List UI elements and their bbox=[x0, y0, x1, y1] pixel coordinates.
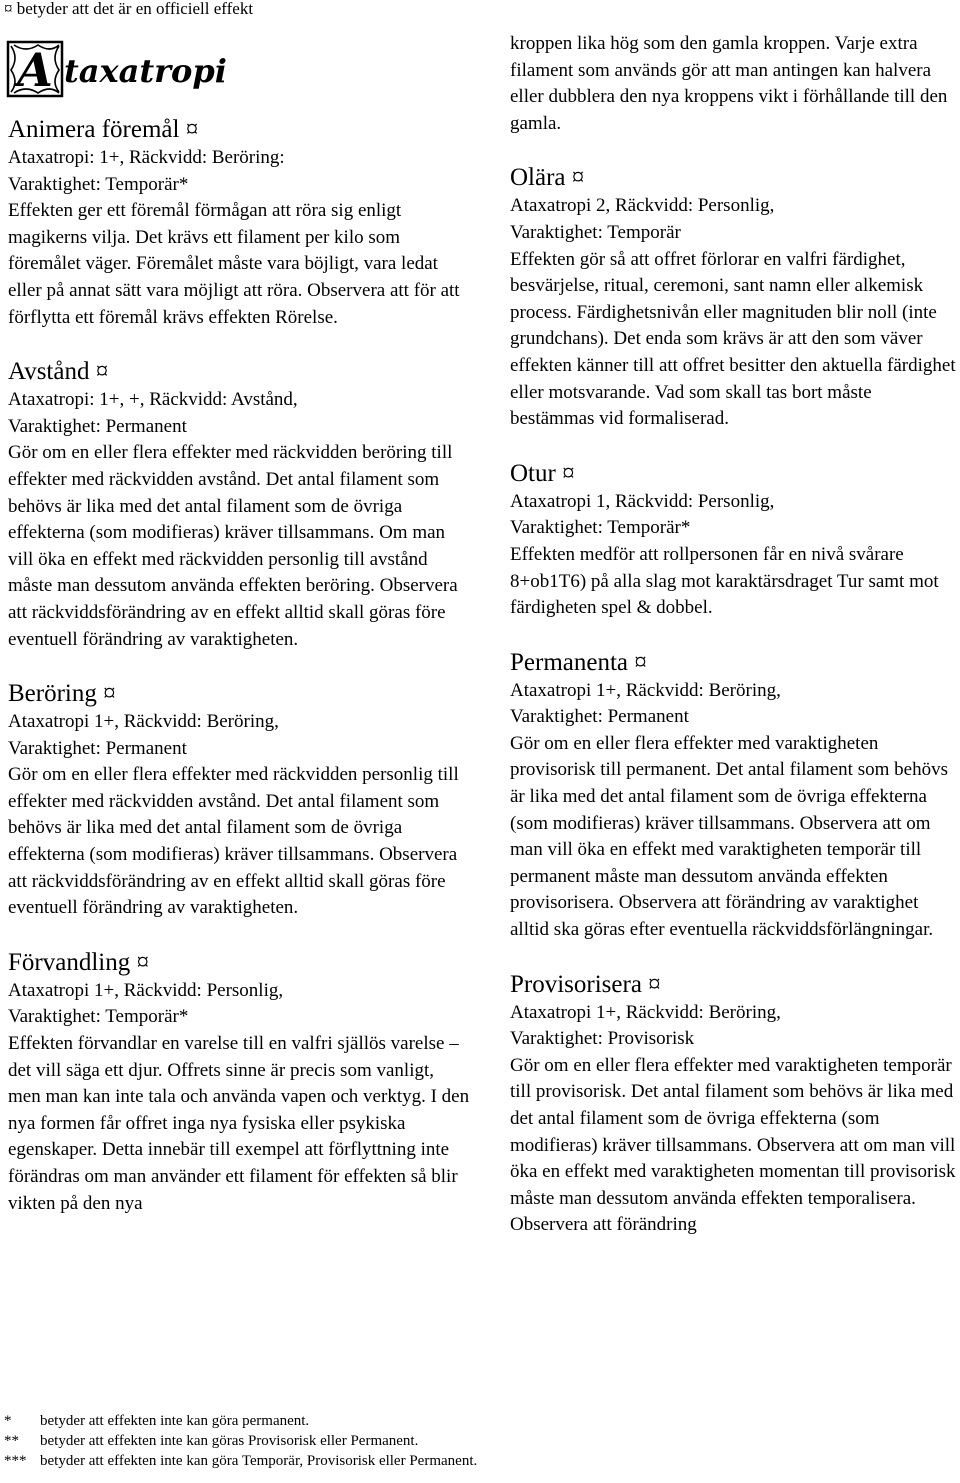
effect-description: Gör om en eller flera effekter med varaktigheten provisorisk till permanent. Det antal filament som behövs är lika med det antal filament som de övriga effekterna (som modifieras) kräver tillsammans. Observera att om man vill öka en effekt med varaktigheten temporär till permanent måste man dessutom använda effekten provisorisera. Observera att förändring av varaktighet alltid ska göras efter eventuella räckviddsförlängningar. bbox=[510, 732, 948, 941]
effect-duration: Varaktighet: Permanent bbox=[8, 737, 187, 759]
footnotes bbox=[4, 1411, 954, 1471]
effect-duration: Varaktighet: Permanent bbox=[510, 706, 689, 728]
effect-duration: Varaktighet: Permanent bbox=[8, 415, 187, 437]
effect-stats: Ataxatropi 1+, Räckvidd: Beröring, bbox=[510, 1001, 781, 1023]
effect-description: Gör om en eller flera effekter med räckvidden beröring till effekter med räckvidden avstånd. Det antal filament som behövs är lika med det antal filament som de övriga effekterna (som modifieras) kräver tillsammans. Om man vill öka en effekt med räckvidden personlig till avstånd måste man dessutom använda effekten beröring. Observera att räckviddsförändring av en effekt alltid skall göras före eventuell förändring av varaktigheten. bbox=[8, 442, 458, 650]
effect-title: Olära ¤ bbox=[510, 164, 585, 192]
effect-title: Beröring ¤ bbox=[8, 680, 116, 708]
effect-stats: Ataxatropi 2, Räckvidd: Personlig, bbox=[510, 195, 775, 217]
effect-stats: Ataxatropi 1+, Räckvidd: Beröring, bbox=[510, 679, 781, 701]
effect-stats: Ataxatropi 1, Räckvidd: Personlig, bbox=[510, 490, 775, 512]
footnote-text: betyder att effekten inte kan göra Temporär, Provisorisk eller Permanent. bbox=[40, 1453, 478, 1469]
logo-graphic bbox=[2, 38, 230, 100]
effect-title: Avstånd ¤ bbox=[8, 358, 109, 386]
effect-stats: Ataxatropi 1+, Räckvidd: Personlig, bbox=[8, 979, 284, 1001]
effect-entry bbox=[8, 679, 470, 922]
footnote-mark: * bbox=[4, 1413, 12, 1429]
effect-duration: Varaktighet: Temporär* bbox=[510, 517, 691, 539]
effect-duration: Varaktighet: Provisorisk bbox=[510, 1028, 695, 1050]
continued-text bbox=[510, 31, 960, 137]
effect-description: Gör om en eller flera effekter med varaktigheten temporär till provisorisk. Det antal filament som behövs är lika med det antal filament som de övriga effekterna (som modifieras) kräver tillsammans. Observera att om man vill öka en effekt med varaktigheten momentan till provisorisk måste man dessutom använda effekten temporalisera. Observera att förändring bbox=[510, 1054, 956, 1236]
effect-entry bbox=[8, 948, 470, 1217]
effect-entry bbox=[510, 459, 960, 622]
ataxatropi-logo bbox=[2, 38, 230, 100]
footnote-mark: ** bbox=[4, 1433, 19, 1449]
effect-title: Förvandling ¤ bbox=[8, 948, 149, 976]
continued-description: kroppen lika hög som den gamla kroppen. Varje extra filament som används gör att man antingen kan halvera eller dubblera den nya kroppens vikt i förhållande till den gamla. bbox=[510, 33, 948, 134]
effect-description: Effekten medför att rollpersonen får en nivå svårare 8+ob1T6) på alla slag mot karaktärsdraget Tur samt mot färdigheten spel & dobbel. bbox=[510, 543, 939, 619]
legend-note: ¤ betyder att det är en officiell effekt bbox=[4, 0, 254, 18]
effect-duration: Varaktighet: Temporär* bbox=[8, 173, 189, 195]
effect-entry bbox=[510, 970, 960, 1239]
effect-description: Effekten ger ett föremål förmågan att röra sig enligt magikerns vilja. Det krävs ett filament per kilo som föremålet väger. Föremålet måste vara böjligt, vara ledat eller på annat sätt vara möjligt att röra. Observera att för att förflytta ett föremål krävs effekten Rörelse. bbox=[8, 200, 460, 328]
effect-stats: Ataxatropi: 1+, +, Räckvidd: Avstånd, bbox=[8, 389, 298, 411]
effect-title: Permanenta ¤ bbox=[510, 648, 647, 676]
effect-title: Animera föremål ¤ bbox=[8, 116, 199, 143]
effect-duration: Varaktighet: Temporär bbox=[510, 221, 681, 243]
footnote-text: betyder att effekten inte kan göra permanent. bbox=[40, 1413, 310, 1429]
footnote-mark: *** bbox=[4, 1453, 27, 1469]
effect-description: Gör om en eller flera effekter med räckvidden personlig till effekter med räckvidden avstånd. Det antal filament som behövs är lika med det antal filament som de övriga effekterna (som modifieras) kräver tillsammans. Observera att räckviddsförändring av en effekt alltid skall göras före eventuell förändring av varaktigheten. bbox=[8, 764, 459, 919]
effect-stats: Ataxatropi 1+, Räckvidd: Beröring, bbox=[8, 711, 279, 733]
effect-entry bbox=[510, 163, 960, 432]
effect-duration: Varaktighet: Temporär* bbox=[8, 1006, 189, 1028]
logo-rest-letters: taxatropi bbox=[64, 52, 227, 90]
effect-entry bbox=[510, 648, 960, 944]
effect-stats: Ataxatropi: 1+, Räckvidd: Beröring: bbox=[8, 147, 285, 168]
footnote bbox=[4, 1411, 954, 1431]
effect-title: Provisorisera ¤ bbox=[510, 970, 661, 998]
footnote-text: betyder att effekten inte kan göras Provisorisk eller Permanent. bbox=[40, 1433, 419, 1449]
footnote bbox=[4, 1431, 954, 1451]
effect-entry bbox=[8, 357, 470, 653]
left-column bbox=[8, 115, 470, 1243]
effect-title: Otur ¤ bbox=[510, 459, 575, 487]
logo-initial-letter: A bbox=[17, 43, 53, 97]
right-column bbox=[510, 31, 960, 1265]
effect-description: Effekten förvandlar en varelse till en valfri själlös varelse – det vill säga ett djur. Offrets sinne är precis som vanligt, men man kan inte tala och använda vapen och verktyg. I den nya formen får offret inga nya fysiska eller psykiska egenskaper. Detta innebär till exempel att förflyttning inte förändras om man använder ett filament för effekten så blir vikten på den nya bbox=[8, 1033, 470, 1214]
effect-description: Effekten gör så att offret förlorar en valfri färdighet, besvärjelse, ritual, ceremoni, sant namn eller alkemisk process. Färdighetsnivån eller magnituden blir noll (inte grundchans). Det enda som krävs är att den som väver effekten känner till att offret besitter den aktuella färdighet eller motsvarande. Vad som skall tas bort måste bestämmas vid formaliserad. bbox=[510, 248, 956, 430]
effect-entry bbox=[8, 115, 470, 331]
footnote bbox=[4, 1451, 954, 1471]
